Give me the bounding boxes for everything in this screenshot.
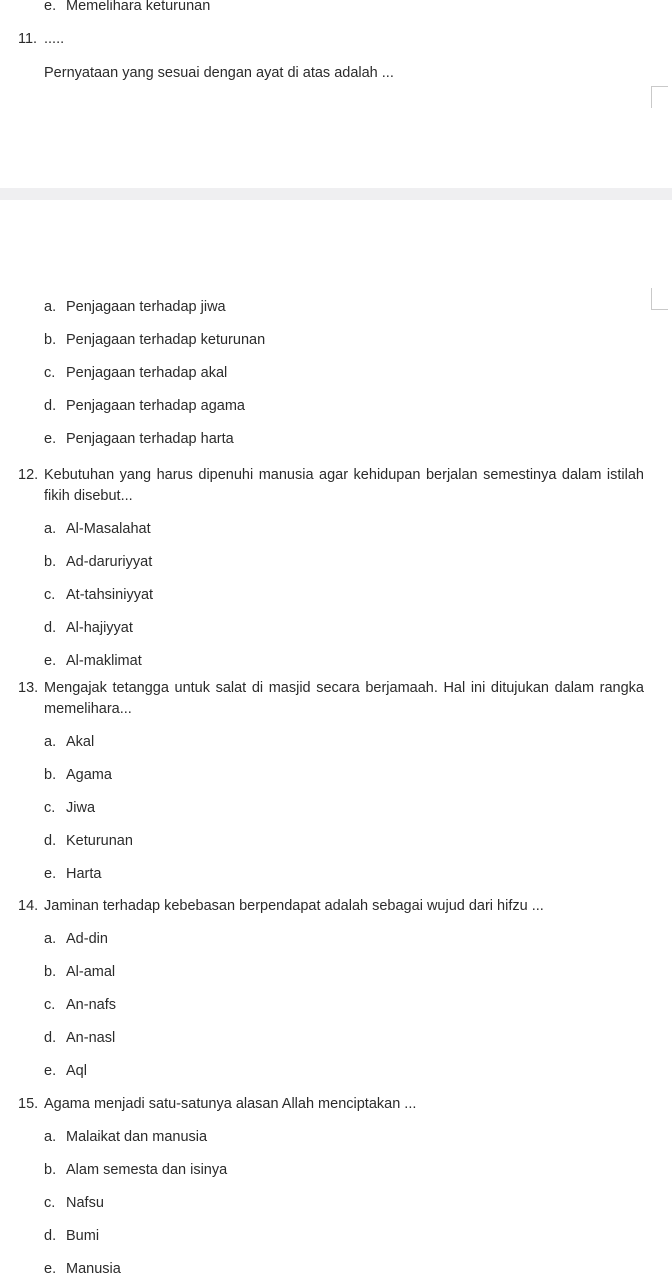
list-item <box>0 864 672 897</box>
question-number: 14. <box>18 898 39 914</box>
option-letter: b. <box>44 554 57 570</box>
page-margin-corner-mark-icon <box>651 86 668 108</box>
option-label: An-nasl <box>66 1030 116 1046</box>
list-item <box>0 1226 672 1259</box>
option-letter: c. <box>44 587 56 603</box>
list-item <box>0 1259 672 1279</box>
question-text: Agama menjadi satu-satunya alasan Allah menciptakan ... <box>44 1096 417 1112</box>
option-letter: d. <box>44 833 57 849</box>
list-item <box>0 1127 672 1160</box>
list-item <box>0 0 672 29</box>
option-label: At-tahsiniyyat <box>66 587 154 603</box>
list-item <box>0 1193 672 1226</box>
question-text-row <box>0 896 672 917</box>
option-label: Ad-daruriyyat <box>66 554 153 570</box>
list-item <box>0 330 672 363</box>
option-letter: d. <box>44 398 57 414</box>
option-label: Penjagaan terhadap jiwa <box>66 299 226 315</box>
option-letter: e. <box>44 1261 57 1277</box>
option-letter: e. <box>44 431 57 447</box>
option-label: Malaikat dan manusia <box>66 1129 208 1145</box>
question-number: 12. <box>18 467 39 483</box>
list-item <box>0 1028 672 1061</box>
option-letter: d. <box>44 1030 57 1046</box>
option-letter: b. <box>44 332 57 348</box>
option-label: Akal <box>66 734 95 750</box>
option-label: Manusia <box>66 1261 121 1277</box>
list-item <box>0 1160 672 1193</box>
question-number: 13. <box>18 680 39 696</box>
option-letter: b. <box>44 964 57 980</box>
question-11 <box>0 29 672 50</box>
list-item <box>0 396 672 429</box>
spacer <box>0 917 672 929</box>
option-label: Al-amal <box>66 964 116 980</box>
question-text: Jaminan terhadap kebebasan berpendapat adalah sebagai wujud dari hifzu ... <box>44 898 544 914</box>
page-break-separator <box>0 188 672 200</box>
spacer <box>0 507 672 519</box>
option-letter: d. <box>44 1228 57 1244</box>
option-letter: c. <box>44 800 56 816</box>
list-item <box>0 519 672 552</box>
option-letter: e. <box>44 866 57 882</box>
question-13 <box>0 678 672 897</box>
option-label: Penjagaan terhadap akal <box>66 365 228 381</box>
list-item <box>0 429 672 462</box>
option-letter: a. <box>44 931 57 947</box>
list-item <box>0 552 672 585</box>
option-letter: a. <box>44 1129 57 1145</box>
spacer <box>0 1115 672 1127</box>
option-label: Al-maklimat <box>66 653 142 669</box>
option-label: Al-hajiyyat <box>66 620 133 636</box>
option-label: Harta <box>66 866 102 882</box>
list-item <box>0 831 672 864</box>
option-letter: a. <box>44 521 57 537</box>
question-text: Mengajak tetangga untuk salat di masjid secara berjamaah. Hal ini ditujukan dalam rangka memelihara... <box>44 680 644 717</box>
question-text-row <box>0 465 672 507</box>
question-12 <box>0 465 672 684</box>
list-item <box>0 363 672 396</box>
question-text-row <box>0 1094 672 1115</box>
option-letter: d. <box>44 620 57 636</box>
question-stem: ..... <box>44 31 65 47</box>
list-item <box>0 929 672 962</box>
option-label: Memelihara keturunan <box>66 0 211 14</box>
spacer <box>0 720 672 732</box>
option-letter: c. <box>44 997 56 1013</box>
option-label: Bumi <box>66 1228 100 1244</box>
option-letter: a. <box>44 734 57 750</box>
list-item <box>0 297 672 330</box>
list-item <box>0 962 672 995</box>
question-14 <box>0 896 672 1094</box>
option-letter: e. <box>44 653 57 669</box>
document-page-two <box>0 200 672 1279</box>
option-label: Alam semesta dan isinya <box>66 1162 228 1178</box>
option-label: Nafsu <box>66 1195 104 1211</box>
list-item <box>0 1061 672 1094</box>
list-item <box>0 732 672 765</box>
option-label: Penjagaan terhadap keturunan <box>66 332 266 348</box>
question-11-options <box>0 297 672 462</box>
option-label: Jiwa <box>66 800 96 816</box>
option-letter: e. <box>44 0 57 14</box>
question-number: 11. <box>18 31 38 47</box>
option-label: Al-Masalahat <box>66 521 151 537</box>
option-label: An-nafs <box>66 997 116 1013</box>
option-letter: b. <box>44 767 57 783</box>
list-item <box>0 798 672 831</box>
option-label: Penjagaan terhadap harta <box>66 431 234 447</box>
option-label: Aql <box>66 1063 87 1079</box>
option-label: Ad-din <box>66 931 108 947</box>
option-letter: c. <box>44 1195 56 1211</box>
option-label: Agama <box>66 767 112 783</box>
list-item <box>0 618 672 651</box>
question-number: 15. <box>18 1096 39 1112</box>
option-letter: c. <box>44 365 56 381</box>
document-page-one <box>0 0 672 188</box>
question-15 <box>0 1094 672 1279</box>
list-item <box>0 995 672 1028</box>
list-item <box>0 585 672 618</box>
option-letter: a. <box>44 299 57 315</box>
option-label: Keturunan <box>66 833 133 849</box>
option-label: Penjagaan terhadap agama <box>66 398 245 414</box>
list-item <box>0 765 672 798</box>
option-letter: b. <box>44 1162 57 1178</box>
question-text-row <box>0 678 672 720</box>
question-11-prompt: Pernyataan yang sesuai dengan ayat di atas adalah ... <box>44 65 394 81</box>
question-text: Kebutuhan yang harus dipenuhi manusia agar kehidupan berjalan semestinya dalam istilah fikih disebut... <box>44 467 644 504</box>
option-letter: e. <box>44 1063 57 1079</box>
